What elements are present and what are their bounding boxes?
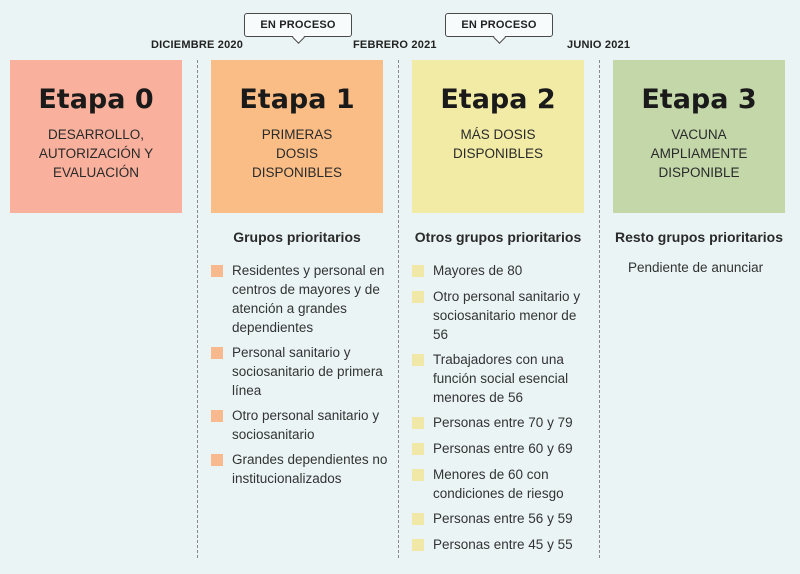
list-item-label: Mayores de 80 <box>433 263 523 278</box>
list-item-label: Personas entre 60 y 69 <box>433 441 573 456</box>
square-bullet-icon <box>211 265 223 277</box>
square-bullet-icon <box>412 354 424 366</box>
status-badge-stage2: EN PROCESO <box>445 13 553 37</box>
list-item <box>211 406 389 444</box>
list-item <box>412 350 590 407</box>
list-item-label: Personal sanitario y sociosanitario de primera línea <box>232 345 383 398</box>
list-item <box>211 450 389 488</box>
square-bullet-icon <box>211 454 223 466</box>
list-item <box>412 439 590 458</box>
list-item <box>412 261 590 280</box>
stage-description: VACUNA AMPLIAMENTE DISPONIBLE <box>650 127 748 180</box>
list-item-label: Grandes dependientes no institucionalizados <box>232 452 388 486</box>
stage-description: PRIMERAS DOSIS DISPONIBLES <box>251 127 343 180</box>
square-bullet-icon <box>211 347 223 359</box>
stage-title: Etapa 1 <box>239 84 355 115</box>
list-item-label: Personas entre 70 y 79 <box>433 415 573 430</box>
square-bullet-icon <box>412 469 424 481</box>
stage-title: Etapa 0 <box>38 84 154 115</box>
list-item-label: Personas entre 45 y 55 <box>433 537 573 552</box>
group-title-stage1: Grupos prioritarios <box>233 229 361 245</box>
stage-title: Etapa 2 <box>440 84 556 115</box>
list-item-label: Trabajadores con una función social esencial menores de 56 <box>433 352 569 405</box>
list-item-label: Otro personal sanitario y sociosanitario menor de 56 <box>433 289 581 342</box>
list-item <box>412 509 590 528</box>
group-title-stage2: Otros grupos prioritarios <box>414 229 582 245</box>
square-bullet-icon <box>412 265 424 277</box>
stage-description: DESARROLLO, AUTORIZACIÓN Y EVALUACIÓN <box>38 127 154 180</box>
priority-list-stage1 <box>211 261 389 488</box>
stage-card-2 <box>412 60 584 213</box>
stage-description: MÁS DOSIS DISPONIBLES <box>452 127 544 161</box>
square-bullet-icon <box>412 291 424 303</box>
date-label-3: JUNIO 2021 <box>567 39 631 51</box>
date-label-1: DICIEMBRE 2020 <box>151 39 244 51</box>
stage-card-3 <box>613 60 785 213</box>
square-bullet-icon <box>412 443 424 455</box>
pending-note: Pendiente de anunciar <box>628 260 764 275</box>
timeline-divider-1 <box>197 60 198 558</box>
stage-card-0 <box>10 60 182 213</box>
square-bullet-icon <box>211 410 223 422</box>
list-item <box>412 535 590 554</box>
list-item-label: Otro personal sanitario y sociosanitario <box>232 408 380 442</box>
list-item <box>412 465 590 503</box>
status-badge-stage1: EN PROCESO <box>244 13 352 37</box>
timeline-divider-2 <box>398 60 399 558</box>
square-bullet-icon <box>412 417 424 429</box>
list-item-label: Menores de 60 con condiciones de riesgo <box>433 467 564 501</box>
timeline-divider-3 <box>599 60 600 558</box>
group-title-stage3: Resto grupos prioritarios <box>614 229 784 245</box>
list-item <box>412 413 590 432</box>
list-item-label: Personas entre 56 y 59 <box>433 511 573 526</box>
list-item <box>412 287 590 344</box>
list-item-label: Residentes y personal en centros de mayores y de atención a grandes dependientes <box>232 263 385 335</box>
date-label-2: FEBRERO 2021 <box>353 39 437 51</box>
priority-list-stage2 <box>412 261 590 554</box>
stage-card-1 <box>211 60 383 213</box>
stage-title: Etapa 3 <box>641 84 757 115</box>
list-item <box>211 343 389 400</box>
list-item <box>211 261 389 337</box>
square-bullet-icon <box>412 539 424 551</box>
square-bullet-icon <box>412 513 424 525</box>
